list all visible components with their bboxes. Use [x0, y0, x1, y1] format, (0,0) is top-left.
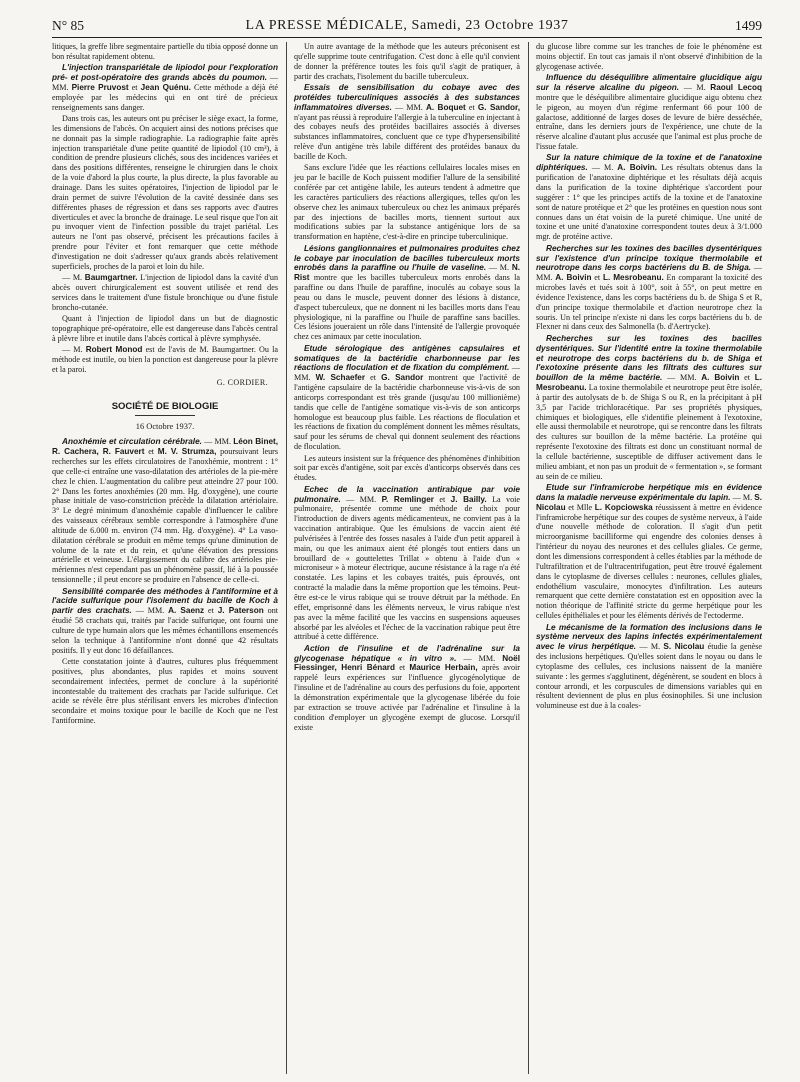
authors: Jean Quénu. [140, 82, 191, 92]
column-2 [294, 42, 520, 1074]
abstract-anoxhemie: Anoxhémie et circulation cérébrale. — MM. Léon Binet, R. Cachera, R. Fauvert et M. V. Strumza, poursuivant leurs recherches sur les effets circulatoires de l'anoxhémie, montrent : 1° que celle-ci entraîne une vaso-dilatation des artérioles de la pie-mère chez le chien. L'augmentation du calibre peut atteindre 27 pour 100. 2° Dans les fortes anoxhémies (20 mm. Hg. d'oxygène), une courte phase initiale de vaso-constriction précède la dilatation artériolaire. 3° Le degré minimum d'anoxhémie capable d'influencer le calibre des vaisseaux cérébraux semble correspondre à l'atmosphère d'une altitude de 6.000 m. environ (74 mm. Hg. d'oxygène). 4° La vaso-dilatation cérébrale se produit en même temps qu'une diminution de volume de la rate et du rein, et qu'une élévation des pressions artérielle et veineuse. L'élargissement du calibre des artérioles pie-mériennes n'est cependant pas un phénomène passif, lié à la poussée tensionnelle ; il peut encore se produire en l'absence de celle-ci. [52, 437, 278, 585]
abstract-title: Echec de la vaccination antirabique par voie pulmonaire. [294, 484, 520, 504]
page-number: 1499 [735, 18, 762, 33]
authors: J. Bailly. [450, 494, 487, 504]
paragraph: litiques, la greffe libre segmentaire partielle du tibia opposé donne un bon résultat rapidement obtenu. [52, 42, 278, 61]
abstract-title: Anoxhémie et circulation cérébrale. [62, 437, 202, 447]
paragraph: — M. Robert Monod est de l'avis de M. Baumgartner. Ou la méthode est inutile, ou bien la ponction est dangereuse pour la plèvre et la paroi. [52, 345, 278, 374]
authors: M. V. Strumza, [157, 447, 217, 457]
abstract-inframicrobe: Etude sur l'inframicrobe herpétique mis en évidence dans la maladie nerveuse expérimentale du lapin. — M. S. Nicolau et Mlle L. Kopciowska réussissent à mettre en évidence l'inframicrobe herpétique sur des coupes de système nerveux, à l'aide d'une nouvelle méthode de coloration. Il s'agit d'un petit microorganisme bacilliforme qui engendre des colonies denses à l'intérieur du noyau des neurones et des cellules gliales. Ce germe, dont les dimensions correspondent à celles établies par la méthode de l'ultrafiltration et de l'ultracentrifugation, peut être trouvé également dans le cytoplasme de diverses cellules : neurones, cellules gliales, endothélium vasculaire, monocytes d'infiltration. Les auteurs remarquent que cette dernière constatation est en opposition avec la notion théorique de l'affinité stricte du germe herpétique pour les cellules épithéliales et pour les éléments dérivés de l'ectoderme. [536, 483, 762, 621]
journal-title: LA PRESSE MÉDICALE, Samedi, 23 Octobre 1937 [245, 18, 569, 33]
column-divider [286, 42, 287, 1074]
abstract-serologie: Etude sérologique des antigènes capsulaires et somatiques de la bactéridie charbonneuse par les réactions de floculation et de fixation du complément. — MM. W. Schaefer et G. Sandor montrent que l'activité de l'antigène capsulaire de la bactéridie charbonneuse vis-à-vis de son anticorps correspondant est très grande (jusqu'au 100 millionième) tandis que celle de l'antigène somatique vis-à-vis de son anticorps homologue est beaucoup plus faible. Les réactions de floculation et les réactions de fixation du complément donnent les mêmes résultats, sauf pour les sérums de cheval qui donnent seulement des réactions de floculation. [294, 343, 520, 452]
abstract-inclusions: Le mécanisme de la formation des inclusions dans le système nerveux des lapins infectés expérimentalement avec le virus herpétique. — M. S. Nicolau étudie la genèse des inclusions herpétiques. Qu'elles soient dans le noyau ou dans le cytoplasme des cellules, ces inclusions naissent de la manière suivante : les germes s'agglutinent, dégénèrent, se soudent en blocs à contour arrondi, et les corpuscules de dimensions variables qui en résultent deviennent de plus en plus éosinophiles. Si une inclusion volumineuse est due à la coales- [536, 622, 762, 711]
authors: L. Kopciowska [594, 502, 653, 512]
authors: A. Boivin [555, 273, 592, 283]
text-columns [52, 42, 762, 1074]
authors: Léon Binet, R. Cachera, R. Fauvert [52, 437, 278, 457]
abstract-toxine-diphterique: Sur la nature chimique de la toxine et de l'anatoxine diphtériques. — M. A. Boivin. Les résultats obtenus dans la purification de l'anatoxine diphtérique et les résultats déjà acquis dans la purification de la toxine diphtérique s'accordent pour suggérer : 1° que les principes actifs de la toxine et de l'anatoxine sont de nature protéique et 2° que les protéines en question nous sont connues dans un état voisin de la pureté chimique. Une unité de toxine et une unité d'anatoxine correspondent toutes deux à 3/1.000 mgr. de protéine active. [536, 153, 762, 242]
authors: Pierre Pruvost [71, 82, 129, 92]
section-divider [135, 415, 195, 416]
authors: Baumgartner. [84, 273, 138, 283]
authors: A. Boquet [425, 102, 466, 112]
abstract-title: Sur la nature chimique de la toxine et de l'anatoxine diphtériques. [536, 153, 762, 173]
abstract-title: Etude sérologique des antigènes capsulaires et somatiques de la bactéridie charbonneuse par les réactions de floculation et de fixation du complément. [294, 343, 520, 373]
paragraph: Un autre avantage de la méthode que les auteurs préconisent est qu'elle supprime toute centrifugation. C'est donc à elle qu'il convient de donner la préférence toutes les fois qu'il s'agit de pratiquer, à partir des crachats, l'isolement du bacille tuberculeux. [294, 42, 520, 81]
column-1 [52, 42, 278, 1074]
abstract-title: Recherches sur les toxines des bacilles dysentériques sur l'existence d'un principe toxique thermolabile et neurotrope dans les corps bactériens du B. de Shiga. [536, 243, 762, 273]
column-3 [536, 42, 762, 1074]
abstract-vaccination: Echec de la vaccination antirabique par voie pulmonaire. — MM. P. Remlinger et J. Bailly. La voie pulmonaire, présentée comme une méthode de choix pour l'introduction de divers agents médicamenteux, ne convient pas à la vaccination antirabique. Que les émulsions de vaccin aient été pulvérisées à l'entrée des fosses nasales à l'aide d'un petit appareil à main, ou que les animaux aient été plongés tout entiers dans un brouillard de « gouttelettes Trillat » obtenu à l'aide d'un « microniseur » à moteur électrique, aucune résistance à la rage n'a été constatée. Les lapins et les cobayes traités, puis éprouvés, ont contracté la maladie dans la même proportion que les témoins. Peut-être est-ce le virus rabique qui se trouve détruit par la méthode. En effet, emprisonné dans les éléments nerveux, le virus rabique n'est pas avec la même facilité que les vaccins en suspensions aqueuses absorbé par les alvéoles et l'échec de la vaccination rabique peut être attribué à cette différence. [294, 484, 520, 642]
authors: G. Sandor, [477, 102, 520, 112]
abstract-lipiodol: L'injection transpariétale de lipiodol pour l'exploration pré- et post-opératoire des grands abcès du poumon. — MM. Pierre Pruvost et Jean Quénu. Cette méthode a déjà été employée par les médecins qui en ont tiré de précieux renseignements sans danger. [52, 63, 278, 112]
authors: S. Nicolau [663, 642, 705, 652]
authors: W. Schaefer [315, 373, 366, 383]
authors: A. Saenz [168, 606, 205, 616]
paragraph: Sans exclure l'idée que les réactions cellulaires locales mises en jeu par le bacille de Koch puissent modifier l'allure de la sensibilité conférée par cet antigène labile, les auteurs tendent à admettre que les caractères particuliers des réactions allergiques, telles qu'on les observe chez les animaux tuberculeux ou chez les animaux préparés par des injections de bacilles morts, tiennent surtout aux modifications subies par la substance antigénique lors de sa transformation en haptène, c'est-à-dire en principe tuberculinique. [294, 163, 520, 242]
abstract-title: Le mécanisme de la formation des inclusions dans le système nerveux des lapins infectés expérimentalement avec le virus herpétique. [536, 622, 762, 652]
authors: S. Nicolau [536, 492, 762, 512]
abstract-insuline: Action de l'insuline et de l'adrénaline sur la glycogenase hépatique « in vitro ». — MM. Noël Fiessinger, Henri Bénard et Maurice Herbain, après avoir rappelé leurs expériences sur l'influence glycogénolytique de l'insuline et de l'adrénaline au cours des perfusions du foie, apportent la démonstration expérimentale que la glycogenase libérée du foie par extraction se trouve activée par l'adrénaline et l'insuline à la condition d'employer un glycogène exempt de glucose. Lorsqu'il existe [294, 643, 520, 732]
section-date: 16 Octobre 1937. [135, 421, 195, 431]
paragraph: Cette constatation jointe à d'autres, cultures plus fréquemment positives, plus abondantes, plus rapides et moins souvent secondairement infectées, permet de conclure à la supériorité incontestable du traitement des crachats par l'acide sulfurique. Cet acide se révèle être plus stérilisant envers les microbes d'infection secondaire et moins toxique pour le bacille de Koch que ne l'est l'antiformine. [52, 657, 278, 726]
paragraph: du glucose libre comme sur les tranches de foie le phénomène est moins objectif. En tout cas jamais il n'ont observé d'inhibition de la glycogenase activée. [536, 42, 762, 71]
authors: N. Rist [294, 263, 520, 283]
abstract-title: Lésions ganglionnaires et pulmonaires produites chez le cobaye par inoculation de bacilles tuberculeux morts enrobés dans la paraffine ou l'huile de vaseline. [294, 243, 520, 273]
abstract-pigeon: Influence du déséquilibre alimentaire glucidique aigu sur la réserve alcaline du pigeon. — M. Raoul Lecoq montre que le déséquilibre alimentaire glucidique aigu obtenu chez le pigeon, au moyen d'un régime renfermant 66 pour 100 de galactose, additionné de larges doses de levure de bière desséchée, entraîne, dans les derniers jours de l'expérience, une chute de la réserve alcaline d'autant plus accusée que l'animal est plus proche de l'issue fatale. [536, 73, 762, 152]
authors: Raoul Lecoq [710, 82, 762, 92]
page-header [52, 14, 762, 38]
signature: G. CORDIER. [216, 377, 268, 387]
abstract-title: L'injection transpariétale de lipiodol pour l'exploration pré- et post-opératoire des grands abcès du poumon. [52, 63, 278, 83]
authors: A. Boivin. [617, 163, 658, 173]
paragraph: Dans trois cas, les auteurs ont pu préciser le siège exact, la forme, les dimensions de l'abcès. On acquiert ainsi des notions précises que ne donnait pas la simple radiographie. La radiographie faite après injection transpariétale d'une petite quantité de lipiodol (10 cm³), à condition de prendre plusieurs clichés, sous des incidences variées et dans des positions différentes, renseigne le chirurgien dans le choix de la voie d'abord la plus courte, la plus directe, la plus favorable au drainage. Dans les suites opératoires, l'injection de lipiodol par le drain permet de suivre l'évolution de la cavité dessinée dans ses différentes phases de régression et dans ses rapports avec d'autres diverticules et avec la bronche de drainage. Le seul risque que l'on ait pu invoquer vient de l'infection possible du trajet pariétal. Les auteurs ne l'ont pas observé, précisent les précautions faciles à prendre pour l'éviter et font remarquer que cette méthode d'investigation ne doit s'adresser qu'aux grands abcès relativement superficiels, proches de la paroi et loin du hile. [52, 114, 278, 271]
abstract-title: Action de l'insuline et de l'adrénaline sur la glycogenase hépatique « in vitro ». [294, 643, 520, 663]
authors: Noël Fiessinger, Henri Bénard [294, 653, 520, 673]
authors: A. Boivin [701, 373, 740, 383]
column-divider [528, 42, 529, 1074]
authors: J. Paterson [217, 606, 264, 616]
paragraph: Les auteurs insistent sur la fréquence des phénomènes d'inhibition soit par excès d'antigène, soit par excès d'anticorps observés dans ces études. [294, 453, 520, 483]
abstract-title: Essais de sensibilisation du cobaye avec des protéides tuberculiniques associés à des substances inflammatoires diverses. [294, 82, 520, 112]
abstract-shiga-1: Recherches sur les toxines des bacilles dysentériques sur l'existence d'un principe toxique thermolabile et neurotrope dans les corps bactériens du B. de Shiga. — MM. A. Boivin et L. Mesrobeanu. En comparant la toxicité des microbes lavés et tués soit à 100°, soit à 55°, on peut mettre en évidence l'existence, dans les corps bactériens du b. de Shiga S et R, d'un principe toxique thermolabile et d'action neurotrope chez la souris. Un tel principe n'existe ni dans les corps bactériens du b. de Flexner ni dans ceux des Salmonella (b. d'Aertrycke). [536, 243, 762, 332]
section-title: SOCIÉTÉ DE BIOLOGIE [111, 400, 219, 412]
abstract-lesions: Lésions ganglionnaires et pulmonaires produites chez le cobaye par inoculation de bacilles tuberculeux morts enrobés dans la paraffine ou l'huile de vaseline. — M. N. Rist montre que les bacilles tuberculeux morts enrobés dans la paraffine ou dans l'huile de paraffine, inoculés au cobaye sous la peau ou dans le muscle, peuvent donner des lésions à distance, d'aspect tuberculeux, que ne donnent ni les bacilles morts dans l'eau physiologique, ni la paraffine ou l'huile de paraffine sans bacilles. Ces lésions joueraient un rôle dans l'intensité de l'allergie provoquée chez ces animaux par cette inoculation. [294, 243, 520, 342]
authors: G. Sandor [381, 373, 424, 383]
abstract-title: Influence du déséquilibre alimentaire glucidique aigu sur la réserve alcaline du pigeon. [536, 73, 762, 92]
issue-number: N° 85 [52, 18, 85, 33]
authors: Robert Monod [85, 345, 143, 355]
abstract-title: Recherches sur les toxines des bacilles dysentériques. Sur l'identité entre la toxine thermolabile et neurotrope des corps bactériens du b. de Shiga et l'exotoxine présente dans les filtrats des cultures sur bouillon de la même bactérie. [536, 333, 762, 383]
abstract-title: Etude sur l'inframicrobe herpétique mis en évidence dans la maladie nerveuse expérimentale du lapin. [536, 483, 762, 502]
paragraph: Quant à l'injection de lipiodol dans un but de diagnostic topographique pré-opératoire, elle est dangereuse dans l'abcès central à plèvre libre et inutile dans l'abcès cortical à plèvre symphysée. [52, 314, 278, 343]
paragraph: — M. Baumgartner. L'injection de lipiodol dans la cavité d'un abcès ouvert chirurgicalement est souvent utilisée et rend des services dans le traitement d'une fistule bronchique ou d'une fistule broncho-cutanée. [52, 273, 278, 312]
authors: L. Mesrobeanu. [602, 273, 664, 283]
abstract-shiga-2: Recherches sur les toxines des bacilles dysentériques. Sur l'identité entre la toxine thermolabile et neurotrope des corps bactériens du b. de Shiga et l'exotoxine présente dans les filtrats des cultures sur bouillon de la même bactérie. — MM. A. Boivin et L. Mesrobeanu. La toxine thermolabile et neurotrope peut être isolée, à partir des autolysats de b. de Shiga S ou R, en la précipitant à pH 3,5 par l'acide trichloracétique. Par ses propriétés physiques, chimiques et biologiques, elle s'identifie pleinement à l'exotoxine, elle aussi thermolabile et neurotrope, qui se rencontre dans les filtrats des cultures sur bouillon de la même bactérie. La protéine qui représente l'exotoxine des filtrats est donc un constituant normal de la cellule bactérienne, susceptible de diffuser activement dans le milieu ambiant, et non pas un produit de « fermentation », se formant au sein de ce milieu. [536, 333, 762, 481]
abstract-sensibilisation: Essais de sensibilisation du cobaye avec des protéides tuberculiniques associés à des substances inflammatoires diverses. — MM. A. Boquet et G. Sandor, n'ayant pas réussi à reproduire l'allergie à la tuberculine en injectant à des cobayes neufs des protéides bacillaires associés à diverses substances inflammatoires, concluent que ce type d'hypersensibilité relève d'un antigène très labile différent des protéides banaux du bacille de Koch. [294, 82, 520, 161]
abstract-antiformine: Sensibilité comparée des méthodes à l'antiformine et à l'acide sulfurique pour l'isolement du bacille de Koch à partir des crachats. — MM. A. Saenz et J. Paterson ont étudié 58 crachats qui, traités par l'acide sulfurique, ont fourni une culture de type humain alors que les mêmes échantillons ensemencés selon la technique à l'antiformine n'ont donné que 42 résultats positifs. Il y eut donc 16 défaillances. [52, 586, 278, 655]
abstract-title: Sensibilité comparée des méthodes à l'antiformine et à l'acide sulfurique pour l'isolement du bacille de Koch à partir des crachats. [52, 586, 278, 616]
authors: P. Remlinger [381, 494, 434, 504]
authors: L. Mesrobeanu. [536, 373, 762, 393]
authors: Maurice Herbain, [409, 663, 478, 673]
